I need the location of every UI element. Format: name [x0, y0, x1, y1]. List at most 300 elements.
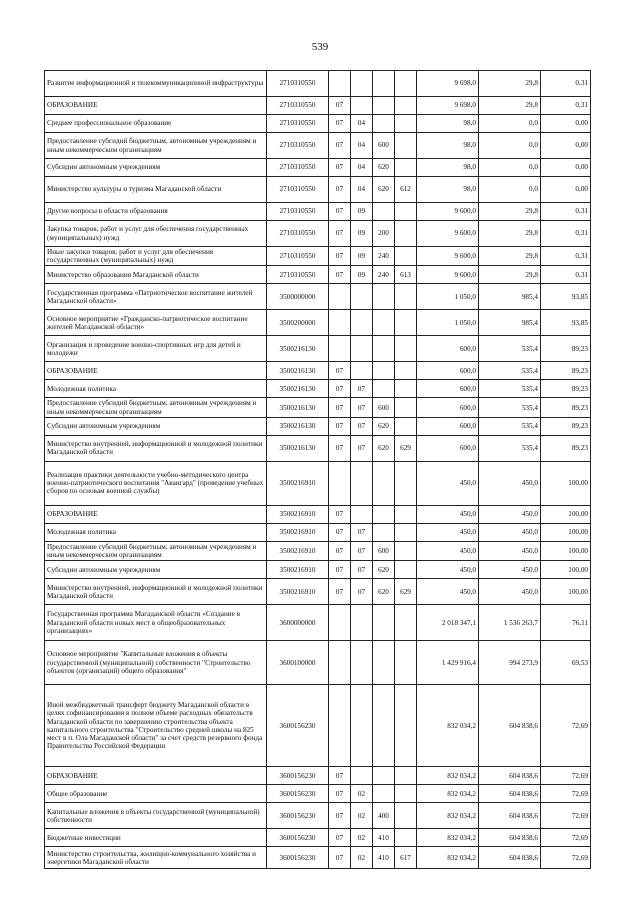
item-section: 07 [329, 398, 351, 417]
item-actual-amount: 994 273,9 [479, 641, 541, 685]
item-code: 3500216910 [267, 579, 329, 605]
item-ministry-code [395, 398, 417, 417]
item-expense-type [373, 685, 395, 767]
item-code: 3500216910 [267, 505, 329, 523]
item-plan-amount: 600,0 [417, 362, 479, 380]
item-name: Министерство образования Магаданской области [45, 266, 267, 284]
item-plan-amount: 600,0 [417, 336, 479, 362]
item-expense-type: 620 [373, 579, 395, 605]
item-actual-amount: 985,4 [479, 310, 541, 336]
item-percent: 0,31 [541, 266, 591, 284]
item-subsection [351, 284, 373, 310]
item-code: 3600156230 [267, 685, 329, 767]
item-name: Закупка товаров, работ и услуг для обеспечения государственных (муниципальных) нужд [45, 221, 267, 247]
item-section: 07 [329, 561, 351, 579]
item-actual-amount: 535,4 [479, 417, 541, 435]
item-section: 07 [329, 847, 351, 869]
item-name: ОБРАЗОВАНИЕ [45, 97, 267, 115]
item-name: Предоставление субсидий бюджетным, автономным учреждениям и иным некоммерческим организациям [45, 541, 267, 560]
item-subsection: 07 [351, 398, 373, 417]
item-actual-amount: 29,8 [479, 203, 541, 221]
item-subsection: 07 [351, 417, 373, 435]
item-plan-amount: 832 034,2 [417, 803, 479, 829]
item-section: 07 [329, 579, 351, 605]
table-row [45, 266, 591, 284]
item-name: Иные закупки товаров, работ и услуг для обеспечения государственных (муниципальных) нужд [45, 247, 267, 266]
item-expense-type [373, 605, 395, 641]
item-subsection: 07 [351, 561, 373, 579]
item-percent: 100,00 [541, 541, 591, 560]
item-plan-amount: 600,0 [417, 435, 479, 461]
item-expense-type: 620 [373, 435, 395, 461]
item-percent: 89,23 [541, 380, 591, 398]
item-actual-amount: 604 838,6 [479, 847, 541, 869]
item-code: 3600156230 [267, 785, 329, 803]
item-section: 07 [329, 523, 351, 541]
item-code: 3600156230 [267, 803, 329, 829]
item-percent: 89,23 [541, 398, 591, 417]
item-plan-amount: 1 050,0 [417, 310, 479, 336]
item-percent: 0,31 [541, 203, 591, 221]
item-expense-type [373, 505, 395, 523]
table-row [45, 133, 591, 159]
item-percent: 72,69 [541, 803, 591, 829]
item-code: 3600100000 [267, 641, 329, 685]
item-name: Министерство культуры и туризма Магаданской области [45, 177, 267, 203]
item-section [329, 605, 351, 641]
item-section: 07 [329, 221, 351, 247]
item-expense-type [373, 203, 395, 221]
item-ministry-code [395, 221, 417, 247]
item-code: 3500216130 [267, 435, 329, 461]
item-expense-type [373, 336, 395, 362]
item-actual-amount: 604 838,6 [479, 785, 541, 803]
item-actual-amount: 0,0 [479, 133, 541, 159]
item-actual-amount: 29,8 [479, 97, 541, 115]
table-row [45, 785, 591, 803]
item-section: 07 [329, 247, 351, 266]
table-row [45, 71, 591, 97]
item-code: 2710310550 [267, 247, 329, 266]
item-plan-amount: 9 600,0 [417, 203, 479, 221]
item-ministry-code: 629 [395, 435, 417, 461]
item-percent: 72,69 [541, 785, 591, 803]
item-section: 07 [329, 159, 351, 177]
item-percent: 0,31 [541, 71, 591, 97]
item-section: 07 [329, 829, 351, 847]
table-row [45, 541, 591, 560]
item-expense-type: 200 [373, 221, 395, 247]
item-percent: 0,00 [541, 177, 591, 203]
item-expense-type: 400 [373, 803, 395, 829]
item-plan-amount: 98,0 [417, 159, 479, 177]
item-name: Предоставление субсидий бюджетным, автономным учреждениям и иным некоммерческим организациям [45, 133, 267, 159]
table-row [45, 561, 591, 579]
table-row [45, 380, 591, 398]
table-row [45, 641, 591, 685]
table-row [45, 398, 591, 417]
item-expense-type: 620 [373, 177, 395, 203]
item-percent: 93,85 [541, 284, 591, 310]
item-section: 07 [329, 417, 351, 435]
table-row [45, 115, 591, 133]
item-ministry-code [395, 97, 417, 115]
item-plan-amount: 98,0 [417, 133, 479, 159]
item-plan-amount: 9 600,0 [417, 247, 479, 266]
item-expense-type [373, 284, 395, 310]
item-expense-type: 240 [373, 247, 395, 266]
item-code: 3500000000 [267, 284, 329, 310]
table-row [45, 579, 591, 605]
item-name: Бюджетные инвестиции [45, 829, 267, 847]
item-plan-amount: 832 034,2 [417, 685, 479, 767]
item-name: Министерство внутренней, информационной и молодежной политики Магаданской области [45, 435, 267, 461]
item-subsection: 02 [351, 847, 373, 869]
item-name: Среднее профессиональное образование [45, 115, 267, 133]
table-row [45, 284, 591, 310]
item-expense-type: 620 [373, 417, 395, 435]
item-section: 07 [329, 362, 351, 380]
item-code: 2710310550 [267, 133, 329, 159]
item-name: Министерство строительства, жилищно-коммунального хозяйства и энергетики Магаданской области [45, 847, 267, 869]
item-ministry-code [395, 505, 417, 523]
item-actual-amount: 450,0 [479, 561, 541, 579]
budget-table [44, 70, 591, 869]
item-ministry-code [395, 523, 417, 541]
item-plan-amount: 1 429 916,4 [417, 641, 479, 685]
item-name: Государственная программа Магаданской области «Создание в Магаданской области новых мест в общеобразовательных организациях» [45, 605, 267, 641]
item-actual-amount: 29,8 [479, 221, 541, 247]
item-percent: 100,00 [541, 461, 591, 505]
item-plan-amount: 98,0 [417, 177, 479, 203]
item-actual-amount: 29,8 [479, 247, 541, 266]
item-plan-amount: 600,0 [417, 380, 479, 398]
item-actual-amount: 29,8 [479, 266, 541, 284]
item-percent: 0,31 [541, 97, 591, 115]
item-subsection [351, 605, 373, 641]
item-actual-amount: 535,4 [479, 336, 541, 362]
table-row [45, 221, 591, 247]
item-actual-amount: 0,0 [479, 159, 541, 177]
item-ministry-code: 629 [395, 579, 417, 605]
item-percent: 72,69 [541, 767, 591, 785]
item-actual-amount: 0,0 [479, 177, 541, 203]
item-name: Министерство внутренней, информационной и молодежной политики Магаданской области [45, 579, 267, 605]
item-subsection: 07 [351, 541, 373, 560]
item-section [329, 685, 351, 767]
item-code: 3500216130 [267, 380, 329, 398]
item-percent: 89,23 [541, 417, 591, 435]
item-ministry-code [395, 605, 417, 641]
item-ministry-code [395, 159, 417, 177]
item-subsection: 09 [351, 266, 373, 284]
item-ministry-code [395, 362, 417, 380]
item-actual-amount: 604 838,6 [479, 803, 541, 829]
item-plan-amount: 450,0 [417, 505, 479, 523]
item-ministry-code [395, 336, 417, 362]
table-row [45, 847, 591, 869]
item-percent: 0,31 [541, 221, 591, 247]
item-code: 3500216130 [267, 417, 329, 435]
item-ministry-code [395, 561, 417, 579]
item-actual-amount: 535,4 [479, 398, 541, 417]
item-section: 07 [329, 97, 351, 115]
table-row [45, 803, 591, 829]
item-subsection [351, 641, 373, 685]
item-section: 07 [329, 505, 351, 523]
item-plan-amount: 1 050,0 [417, 284, 479, 310]
item-name: Развитие информационной и телекоммуникационной инфраструктуры [45, 71, 267, 97]
item-plan-amount: 9 698,0 [417, 71, 479, 97]
item-plan-amount: 450,0 [417, 561, 479, 579]
item-subsection: 07 [351, 435, 373, 461]
item-ministry-code: 612 [395, 177, 417, 203]
item-plan-amount: 600,0 [417, 398, 479, 417]
item-expense-type [373, 71, 395, 97]
item-plan-amount: 832 034,2 [417, 785, 479, 803]
item-name: Капитальные вложения в объекты государственной (муниципальной) собственности [45, 803, 267, 829]
item-actual-amount: 604 838,6 [479, 829, 541, 847]
item-ministry-code [395, 203, 417, 221]
item-percent: 100,00 [541, 561, 591, 579]
item-percent: 0,00 [541, 115, 591, 133]
table-row [45, 97, 591, 115]
item-actual-amount: 985,4 [479, 284, 541, 310]
table-row [45, 310, 591, 336]
table-row [45, 523, 591, 541]
item-ministry-code: 613 [395, 266, 417, 284]
item-expense-type [373, 767, 395, 785]
item-expense-type [373, 362, 395, 380]
item-percent: 69,53 [541, 641, 591, 685]
item-percent: 72,69 [541, 685, 591, 767]
item-ministry-code [395, 767, 417, 785]
item-expense-type: 410 [373, 829, 395, 847]
item-subsection: 04 [351, 177, 373, 203]
table-row [45, 417, 591, 435]
table-row [45, 435, 591, 461]
page-number: 539 [311, 41, 329, 53]
item-section: 07 [329, 785, 351, 803]
item-percent: 76,11 [541, 605, 591, 641]
item-code: 2710310550 [267, 159, 329, 177]
item-subsection: 07 [351, 380, 373, 398]
item-actual-amount: 29,8 [479, 71, 541, 97]
item-actual-amount: 535,4 [479, 380, 541, 398]
item-ministry-code [395, 310, 417, 336]
table-row [45, 461, 591, 505]
item-expense-type [373, 785, 395, 803]
item-name: ОБРАЗОВАНИЕ [45, 505, 267, 523]
item-code: 3600156230 [267, 829, 329, 847]
item-percent: 72,69 [541, 847, 591, 869]
item-plan-amount: 2 018 347,1 [417, 605, 479, 641]
item-actual-amount: 535,4 [479, 435, 541, 461]
item-ministry-code [395, 417, 417, 435]
item-name: ОБРАЗОВАНИЕ [45, 362, 267, 380]
item-ministry-code [395, 541, 417, 560]
item-expense-type: 410 [373, 847, 395, 869]
item-section: 07 [329, 435, 351, 461]
item-plan-amount: 450,0 [417, 541, 479, 560]
item-code: 3500216130 [267, 362, 329, 380]
table-row [45, 159, 591, 177]
item-plan-amount: 9 698,0 [417, 97, 479, 115]
item-subsection: 04 [351, 133, 373, 159]
item-actual-amount: 535,4 [479, 362, 541, 380]
item-code: 2710310550 [267, 203, 329, 221]
item-percent: 89,23 [541, 336, 591, 362]
item-section [329, 641, 351, 685]
item-code: 3500216910 [267, 561, 329, 579]
item-ministry-code [395, 641, 417, 685]
item-expense-type: 240 [373, 266, 395, 284]
item-code: 2710310550 [267, 266, 329, 284]
item-name: Молодежная политика [45, 523, 267, 541]
item-percent: 0,00 [541, 133, 591, 159]
item-percent: 93,85 [541, 310, 591, 336]
item-section: 07 [329, 133, 351, 159]
item-plan-amount: 832 034,2 [417, 847, 479, 869]
item-subsection [351, 461, 373, 505]
table-row [45, 685, 591, 767]
table-row [45, 767, 591, 785]
item-name: ОБРАЗОВАНИЕ [45, 767, 267, 785]
item-section: 07 [329, 266, 351, 284]
item-ministry-code [395, 785, 417, 803]
item-code: 3500200000 [267, 310, 329, 336]
item-name: Организация и проведение военно-спортивных игр для детей и молодежи [45, 336, 267, 362]
item-ministry-code [395, 284, 417, 310]
item-actual-amount: 604 838,6 [479, 767, 541, 785]
item-percent: 0,31 [541, 247, 591, 266]
item-actual-amount: 450,0 [479, 523, 541, 541]
item-name: Предоставление субсидий бюджетным, автономным учреждениям и иным некоммерческим организациям [45, 398, 267, 417]
item-subsection: 09 [351, 247, 373, 266]
item-section: 07 [329, 177, 351, 203]
item-expense-type [373, 97, 395, 115]
item-ministry-code: 617 [395, 847, 417, 869]
item-percent: 72,69 [541, 829, 591, 847]
item-name: Основное мероприятие «Гражданско-патриотическое воспитание жителей Магаданской области» [45, 310, 267, 336]
item-code: 2710310550 [267, 71, 329, 97]
item-percent: 0,00 [541, 159, 591, 177]
item-actual-amount: 0,0 [479, 115, 541, 133]
item-expense-type [373, 115, 395, 133]
item-ministry-code [395, 829, 417, 847]
item-expense-type [373, 310, 395, 336]
item-code: 3500216910 [267, 461, 329, 505]
item-plan-amount: 832 034,2 [417, 767, 479, 785]
item-subsection [351, 362, 373, 380]
item-code: 3600156230 [267, 847, 329, 869]
item-subsection [351, 685, 373, 767]
item-plan-amount: 9 600,0 [417, 266, 479, 284]
item-plan-amount: 9 600,0 [417, 221, 479, 247]
item-section: 07 [329, 380, 351, 398]
item-name: Молодежная политика [45, 380, 267, 398]
item-actual-amount: 450,0 [479, 541, 541, 560]
item-name: Иной межбюджетный трансферт бюджету Магаданской области в целях софинансирования в полном объеме расходных обязательств Магаданской области по завершению строительства объекта капитального строительства "Строительство средней школы на 825 мест в п. Ола Магаданской области" за счет средств резервного фонда Правительства Российской Федерации [45, 685, 267, 767]
item-ministry-code [395, 247, 417, 266]
item-name: Субсидии автономным учреждениям [45, 417, 267, 435]
item-code: 3500216130 [267, 398, 329, 417]
item-expense-type [373, 380, 395, 398]
table-row [45, 177, 591, 203]
item-plan-amount: 450,0 [417, 461, 479, 505]
item-code: 2710310550 [267, 115, 329, 133]
item-plan-amount: 450,0 [417, 523, 479, 541]
item-section [329, 336, 351, 362]
item-percent: 100,00 [541, 505, 591, 523]
item-ministry-code [395, 461, 417, 505]
item-code: 3500216910 [267, 523, 329, 541]
item-section: 07 [329, 203, 351, 221]
item-subsection [351, 71, 373, 97]
budget-table-body [45, 71, 591, 869]
item-actual-amount: 450,0 [479, 505, 541, 523]
item-ministry-code [395, 71, 417, 97]
table-row [45, 336, 591, 362]
table-row [45, 247, 591, 266]
item-actual-amount: 1 536 263,7 [479, 605, 541, 641]
item-subsection [351, 336, 373, 362]
item-ministry-code [395, 803, 417, 829]
item-section: 07 [329, 767, 351, 785]
item-subsection [351, 767, 373, 785]
item-subsection: 07 [351, 579, 373, 605]
item-name: Реализация практики деятельности учебно-методического центра военно-патриотического воспитания "Авангард" (проведение учебных сборов по основам военной службы) [45, 461, 267, 505]
item-expense-type [373, 523, 395, 541]
table-row [45, 505, 591, 523]
item-code: 2710310550 [267, 97, 329, 115]
item-subsection: 07 [351, 523, 373, 541]
item-section: 07 [329, 803, 351, 829]
item-section [329, 284, 351, 310]
item-percent: 100,00 [541, 579, 591, 605]
item-expense-type: 600 [373, 133, 395, 159]
item-name: Другие вопросы в области образования [45, 203, 267, 221]
table-row [45, 605, 591, 641]
item-expense-type: 600 [373, 398, 395, 417]
item-section [329, 71, 351, 97]
item-code: 3500216130 [267, 336, 329, 362]
item-section [329, 310, 351, 336]
item-section [329, 461, 351, 505]
item-ministry-code [395, 115, 417, 133]
item-plan-amount: 832 034,2 [417, 829, 479, 847]
item-expense-type [373, 641, 395, 685]
item-section: 07 [329, 115, 351, 133]
item-name: Общее образование [45, 785, 267, 803]
item-subsection: 04 [351, 115, 373, 133]
item-subsection: 02 [351, 785, 373, 803]
item-plan-amount: 98,0 [417, 115, 479, 133]
item-subsection: 09 [351, 203, 373, 221]
item-expense-type: 600 [373, 541, 395, 560]
item-subsection: 04 [351, 159, 373, 177]
item-percent: 100,00 [541, 523, 591, 541]
item-subsection: 09 [351, 221, 373, 247]
item-expense-type: 620 [373, 561, 395, 579]
item-code: 3500216910 [267, 541, 329, 560]
item-subsection: 02 [351, 803, 373, 829]
table-row [45, 829, 591, 847]
item-code: 3600000000 [267, 605, 329, 641]
item-actual-amount: 450,0 [479, 579, 541, 605]
item-ministry-code [395, 380, 417, 398]
item-section: 07 [329, 541, 351, 560]
